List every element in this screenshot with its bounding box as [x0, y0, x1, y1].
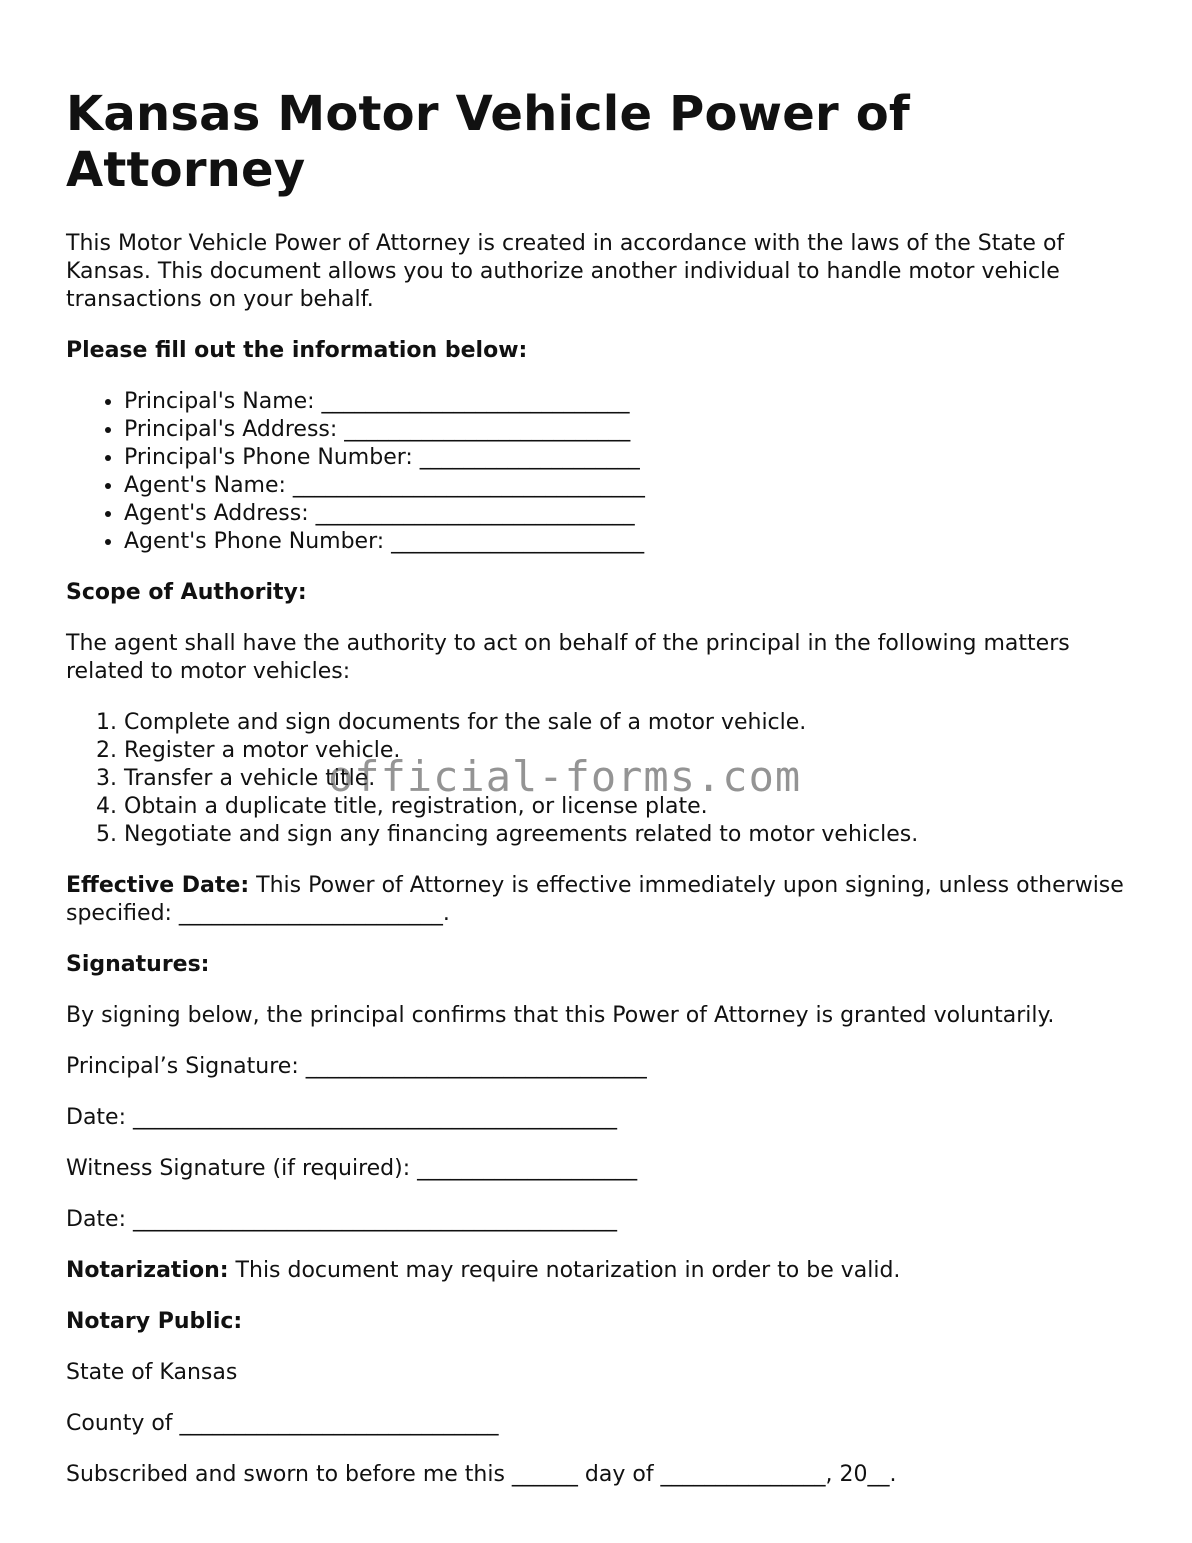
notarization-paragraph — [66, 1257, 1136, 1285]
notary-county-line: County of _____________________________ — [66, 1411, 499, 1436]
field-agent-address: • Agent's Address: _____________________________ — [124, 500, 1136, 528]
notary-subscribed-line: Subscribed and sworn to before me this ______ day of _______________, 20__. — [66, 1462, 897, 1487]
principal-date-line: Date: ____________________________________________ — [66, 1105, 617, 1130]
power-item: 4. Obtain a duplicate title, registration, or license plate. — [124, 793, 1136, 821]
effective-date-label: Effective Date: — [66, 873, 250, 898]
intro-paragraph: This Motor Vehicle Power of Attorney is created in accordance with the laws of the State of Kansas. This document allows you to authorize another individual to handle motor vehicle transactions on your behalf. — [66, 231, 1065, 312]
witness-signature-line: Witness Signature (if required): ____________________ — [66, 1156, 638, 1181]
info-field-list — [66, 388, 1136, 556]
signatures-intro: By signing below, the principal confirms that this Power of Attorney is granted voluntarily. — [66, 1003, 1055, 1028]
field-agent-name: • Agent's Name: ________________________________ — [124, 472, 1136, 500]
notary-state: State of Kansas — [66, 1360, 238, 1385]
power-item: 1. Complete and sign documents for the sale of a motor vehicle. — [124, 709, 1136, 737]
effective-date-paragraph — [66, 872, 1136, 928]
field-principal-phone: • Principal's Phone Number: ____________________ — [124, 444, 1136, 472]
witness-date-line: Date: ____________________________________________ — [66, 1207, 617, 1232]
effective-date-text: This Power of Attorney is effective immediately upon signing, unless otherwise specified: ________________________. — [66, 873, 1124, 926]
signatures-heading: Signatures: — [66, 952, 210, 977]
document-page — [66, 80, 1136, 1512]
scope-heading: Scope of Authority: — [66, 580, 307, 605]
notarization-label: Notarization: — [66, 1258, 229, 1283]
watermark-text: official-forms.com — [328, 752, 802, 801]
power-item: 5. Negotiate and sign any financing agreements related to motor vehicles. — [124, 821, 1136, 849]
scope-intro: The agent shall have the authority to act on behalf of the principal in the following matters related to motor vehicles: — [66, 631, 1070, 684]
field-principal-address: • Principal's Address: __________________________ — [124, 416, 1136, 444]
document-title: Kansas Motor Vehicle Power of Attorney — [66, 86, 911, 198]
powers-list — [66, 709, 1136, 849]
field-principal-name: • Principal's Name: ____________________________ — [124, 388, 1136, 416]
notarization-text: This document may require notarization in order to be valid. — [228, 1258, 901, 1283]
fill-heading: Please fill out the information below: — [66, 338, 528, 363]
notary-heading: Notary Public: — [66, 1309, 243, 1334]
principal-signature-line: Principal’s Signature: _______________________________ — [66, 1054, 647, 1079]
field-agent-phone: • Agent's Phone Number: _______________________ — [124, 528, 1136, 556]
power-item: 3. Transfer a vehicle title. — [124, 765, 1136, 793]
power-item: 2. Register a motor vehicle. — [124, 737, 1136, 765]
